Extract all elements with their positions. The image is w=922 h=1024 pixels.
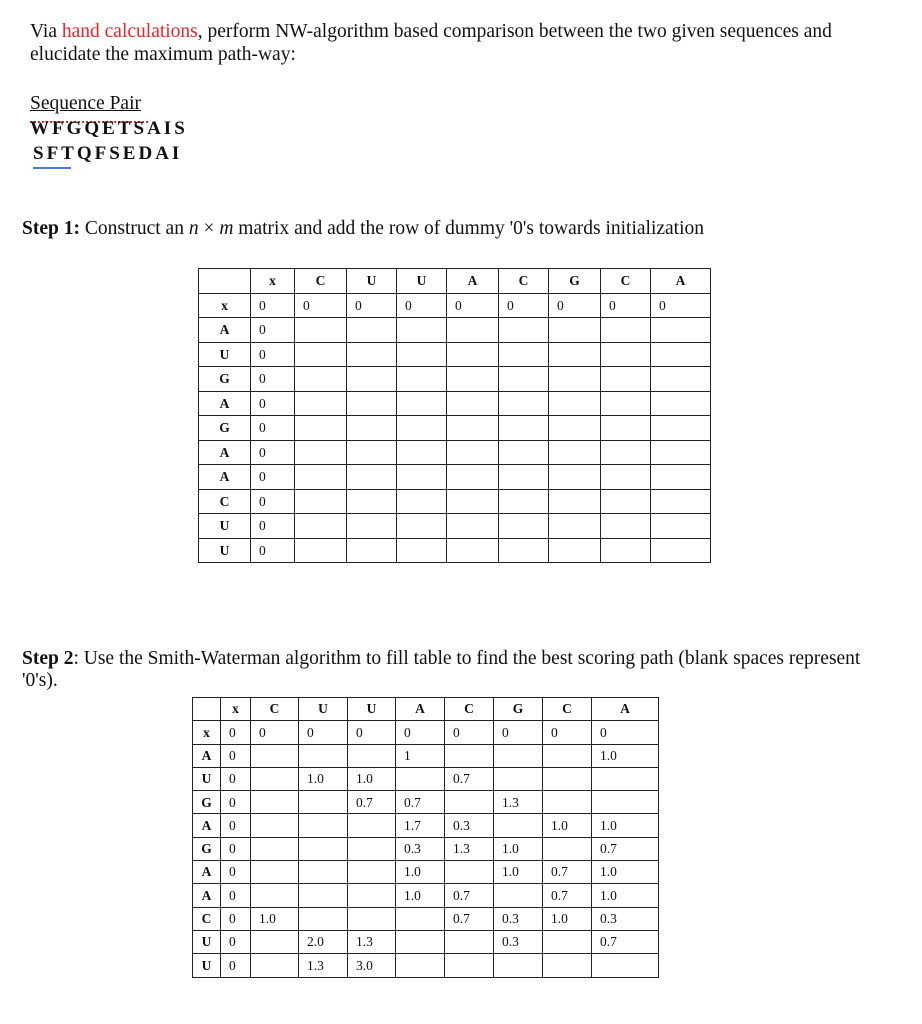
matrix-cell: 0 bbox=[221, 907, 251, 930]
matrix-cell: 0 bbox=[251, 538, 295, 563]
row-header: G bbox=[199, 367, 251, 392]
row-header: C bbox=[193, 907, 221, 930]
matrix-cell bbox=[295, 538, 347, 563]
grammar-underline bbox=[33, 167, 71, 169]
matrix-cell bbox=[651, 538, 711, 563]
matrix-cell bbox=[397, 489, 447, 514]
matrix-cell: 1.0 bbox=[543, 907, 592, 930]
matrix-cell bbox=[494, 767, 543, 790]
matrix-row bbox=[193, 791, 659, 814]
column-header: U bbox=[299, 698, 348, 721]
step1-var-n: n bbox=[188, 218, 199, 239]
intro-prefix: Via bbox=[30, 21, 62, 42]
matrix-cell: 0 bbox=[221, 721, 251, 744]
matrix-cell: 0.3 bbox=[592, 907, 659, 930]
matrix-cell bbox=[499, 538, 549, 563]
matrix-cell bbox=[601, 318, 651, 343]
matrix-cell bbox=[445, 954, 494, 977]
matrix-cell bbox=[295, 391, 347, 416]
matrix-cell: 0 bbox=[251, 465, 295, 490]
matrix-cell bbox=[549, 465, 601, 490]
matrix-cell bbox=[295, 367, 347, 392]
matrix-cell: 0 bbox=[543, 721, 592, 744]
matrix-cell bbox=[543, 954, 592, 977]
matrix-cell: 0 bbox=[396, 721, 445, 744]
matrix-row bbox=[199, 367, 711, 392]
matrix-cell bbox=[494, 744, 543, 767]
matrix-cell bbox=[651, 367, 711, 392]
row-header: A bbox=[193, 814, 221, 837]
matrix-row bbox=[199, 538, 711, 563]
step2-instruction bbox=[22, 648, 882, 692]
matrix-cell: 0 bbox=[499, 293, 549, 318]
matrix-cell bbox=[651, 440, 711, 465]
matrix-cell: 0 bbox=[221, 791, 251, 814]
row-header: A bbox=[193, 744, 221, 767]
step2-text: : Use the Smith-Waterman algorithm to fill table to find the best scoring path (blank spaces represent '0's). bbox=[22, 648, 861, 691]
matrix-cell bbox=[601, 342, 651, 367]
matrix-cell: 0.3 bbox=[494, 930, 543, 953]
matrix-cell: 3.0 bbox=[348, 954, 396, 977]
column-header: C bbox=[251, 698, 299, 721]
initialization-matrix bbox=[198, 268, 711, 563]
matrix-cell: 1.7 bbox=[396, 814, 445, 837]
matrix-cell bbox=[445, 744, 494, 767]
matrix-cell: 1.0 bbox=[396, 861, 445, 884]
matrix-cell bbox=[295, 440, 347, 465]
step1-text-pre: Construct an bbox=[79, 218, 189, 239]
matrix-cell bbox=[396, 954, 445, 977]
matrix-cell bbox=[601, 465, 651, 490]
matrix-cell bbox=[494, 814, 543, 837]
matrix-cell bbox=[295, 342, 347, 367]
matrix-cell bbox=[601, 416, 651, 441]
matrix-cell bbox=[447, 514, 499, 539]
matrix-row bbox=[199, 489, 711, 514]
matrix-cell bbox=[549, 391, 601, 416]
matrix-cell: 0 bbox=[445, 721, 494, 744]
step1-instruction bbox=[22, 218, 704, 240]
matrix-cell bbox=[299, 907, 348, 930]
matrix-cell: 1.0 bbox=[592, 814, 659, 837]
matrix-row bbox=[199, 293, 711, 318]
step1-var-m: m bbox=[219, 218, 234, 239]
matrix-cell bbox=[396, 767, 445, 790]
matrix-cell bbox=[543, 930, 592, 953]
matrix-cell bbox=[651, 342, 711, 367]
scoring-matrix bbox=[192, 697, 659, 978]
matrix-cell: 0.7 bbox=[592, 930, 659, 953]
matrix-cell: 0 bbox=[251, 416, 295, 441]
matrix-cell bbox=[601, 514, 651, 539]
matrix-cell: 0 bbox=[221, 814, 251, 837]
matrix-cell bbox=[447, 367, 499, 392]
matrix-cell bbox=[601, 391, 651, 416]
matrix-cell bbox=[251, 954, 299, 977]
matrix-cell bbox=[447, 440, 499, 465]
matrix-cell bbox=[347, 465, 397, 490]
matrix-row bbox=[199, 342, 711, 367]
row-header: U bbox=[193, 767, 221, 790]
matrix-cell: 1.0 bbox=[592, 861, 659, 884]
matrix-cell: 0 bbox=[592, 721, 659, 744]
matrix-cell: 0 bbox=[221, 884, 251, 907]
matrix-cell: 2.0 bbox=[299, 930, 348, 953]
matrix-row bbox=[193, 861, 659, 884]
matrix-cell: 0 bbox=[221, 930, 251, 953]
matrix-cell: 1.3 bbox=[494, 791, 543, 814]
matrix-cell bbox=[251, 884, 299, 907]
column-header bbox=[199, 269, 251, 294]
matrix-cell bbox=[299, 814, 348, 837]
matrix-row bbox=[199, 416, 711, 441]
matrix-cell bbox=[549, 440, 601, 465]
matrix-cell bbox=[494, 954, 543, 977]
matrix-cell: 1.0 bbox=[592, 744, 659, 767]
matrix-cell bbox=[396, 930, 445, 953]
matrix-cell bbox=[251, 837, 299, 860]
matrix-cell: 0 bbox=[251, 489, 295, 514]
column-header: x bbox=[221, 698, 251, 721]
matrix-cell bbox=[549, 538, 601, 563]
matrix-row bbox=[199, 391, 711, 416]
matrix-cell bbox=[348, 861, 396, 884]
matrix-row bbox=[199, 318, 711, 343]
matrix-cell bbox=[295, 514, 347, 539]
matrix-cell: 0 bbox=[221, 837, 251, 860]
row-header: G bbox=[193, 791, 221, 814]
matrix-row bbox=[193, 814, 659, 837]
matrix-cell bbox=[299, 791, 348, 814]
matrix-cell: 1.0 bbox=[251, 907, 299, 930]
matrix-cell: 1.0 bbox=[396, 884, 445, 907]
matrix-cell bbox=[499, 514, 549, 539]
matrix-cell bbox=[347, 538, 397, 563]
matrix-cell bbox=[549, 318, 601, 343]
matrix-cell bbox=[651, 391, 711, 416]
matrix-cell bbox=[348, 814, 396, 837]
matrix-cell: 0.3 bbox=[445, 814, 494, 837]
matrix-cell bbox=[397, 465, 447, 490]
matrix-cell bbox=[651, 465, 711, 490]
matrix-cell bbox=[543, 744, 592, 767]
matrix-cell bbox=[397, 318, 447, 343]
matrix-cell bbox=[397, 342, 447, 367]
matrix-cell bbox=[347, 514, 397, 539]
sequence-2: SFTQFSEDAI bbox=[33, 143, 183, 164]
row-header: G bbox=[193, 837, 221, 860]
matrix-cell bbox=[601, 440, 651, 465]
matrix-cell: 0 bbox=[251, 293, 295, 318]
matrix-cell: 0 bbox=[221, 767, 251, 790]
matrix-cell: 0 bbox=[651, 293, 711, 318]
matrix-cell bbox=[251, 744, 299, 767]
column-header: U bbox=[348, 698, 396, 721]
matrix-cell: 0 bbox=[251, 721, 299, 744]
step1-label: Step 1: bbox=[22, 218, 80, 239]
matrix-cell bbox=[295, 465, 347, 490]
column-header: C bbox=[543, 698, 592, 721]
matrix-cell: 0 bbox=[299, 721, 348, 744]
column-header: A bbox=[396, 698, 445, 721]
matrix-cell: 1.3 bbox=[445, 837, 494, 860]
matrix-cell bbox=[447, 489, 499, 514]
matrix-row bbox=[193, 907, 659, 930]
matrix-cell bbox=[592, 767, 659, 790]
matrix-cell: 0 bbox=[494, 721, 543, 744]
matrix-cell bbox=[251, 930, 299, 953]
matrix-cell bbox=[601, 538, 651, 563]
step1-times: × bbox=[198, 218, 220, 239]
matrix-cell: 0.7 bbox=[592, 837, 659, 860]
matrix-cell: 0 bbox=[251, 367, 295, 392]
column-header: C bbox=[601, 269, 651, 294]
matrix-cell: 0 bbox=[221, 954, 251, 977]
matrix-cell bbox=[348, 907, 396, 930]
matrix-cell bbox=[397, 416, 447, 441]
matrix-cell bbox=[251, 791, 299, 814]
matrix-cell: 1.0 bbox=[299, 767, 348, 790]
column-header: U bbox=[397, 269, 447, 294]
matrix-cell: 0 bbox=[251, 318, 295, 343]
column-header: C bbox=[499, 269, 549, 294]
matrix-cell bbox=[447, 465, 499, 490]
matrix-cell bbox=[543, 837, 592, 860]
column-header: A bbox=[651, 269, 711, 294]
matrix-cell: 0 bbox=[447, 293, 499, 318]
matrix-row bbox=[193, 884, 659, 907]
matrix-cell: 1.0 bbox=[543, 814, 592, 837]
matrix-cell bbox=[601, 367, 651, 392]
matrix-cell bbox=[499, 440, 549, 465]
matrix-cell: 1.3 bbox=[348, 930, 396, 953]
matrix-cell: 0.7 bbox=[445, 907, 494, 930]
matrix-cell: 0 bbox=[251, 342, 295, 367]
column-header bbox=[193, 698, 221, 721]
matrix-cell bbox=[397, 391, 447, 416]
matrix-cell bbox=[499, 465, 549, 490]
intro-highlight: hand calculations bbox=[61, 21, 198, 42]
matrix-cell bbox=[295, 318, 347, 343]
matrix-cell bbox=[251, 861, 299, 884]
matrix-cell bbox=[499, 416, 549, 441]
header-row bbox=[199, 269, 711, 294]
matrix-cell: 0 bbox=[221, 744, 251, 767]
matrix-cell: 0 bbox=[251, 514, 295, 539]
matrix-row bbox=[193, 767, 659, 790]
row-header: x bbox=[193, 721, 221, 744]
matrix-cell bbox=[445, 791, 494, 814]
column-header: A bbox=[592, 698, 659, 721]
matrix-cell: 0.7 bbox=[348, 791, 396, 814]
matrix-cell bbox=[651, 489, 711, 514]
column-header: G bbox=[494, 698, 543, 721]
matrix-cell: 0 bbox=[251, 391, 295, 416]
matrix-cell bbox=[348, 837, 396, 860]
matrix-cell: 1.0 bbox=[494, 861, 543, 884]
matrix-cell bbox=[651, 318, 711, 343]
matrix-cell bbox=[499, 367, 549, 392]
matrix-cell: 0 bbox=[221, 861, 251, 884]
column-header: C bbox=[295, 269, 347, 294]
row-header: A bbox=[199, 318, 251, 343]
matrix-cell bbox=[549, 342, 601, 367]
column-header: G bbox=[549, 269, 601, 294]
matrix-cell bbox=[347, 342, 397, 367]
matrix-cell bbox=[299, 744, 348, 767]
matrix-cell bbox=[499, 391, 549, 416]
intro-suffix: , perform NW-algorithm based comparison between the two given sequences and elucidate the maximum path-way: bbox=[30, 21, 832, 65]
matrix-cell: 0 bbox=[251, 440, 295, 465]
row-header: G bbox=[199, 416, 251, 441]
matrix-cell: 0 bbox=[397, 293, 447, 318]
matrix-cell: 0 bbox=[295, 293, 347, 318]
matrix-cell: 0 bbox=[549, 293, 601, 318]
matrix-cell bbox=[397, 367, 447, 392]
row-header: C bbox=[199, 489, 251, 514]
matrix-cell bbox=[447, 416, 499, 441]
row-header: U bbox=[199, 514, 251, 539]
matrix-row bbox=[193, 930, 659, 953]
matrix-cell: 1.0 bbox=[348, 767, 396, 790]
matrix-row bbox=[193, 721, 659, 744]
matrix-cell bbox=[447, 538, 499, 563]
row-header: A bbox=[193, 884, 221, 907]
header-row bbox=[193, 698, 659, 721]
matrix-cell bbox=[347, 391, 397, 416]
row-header: U bbox=[199, 342, 251, 367]
matrix-cell bbox=[396, 907, 445, 930]
matrix-cell bbox=[295, 416, 347, 441]
matrix-cell bbox=[549, 367, 601, 392]
step2-label: Step 2 bbox=[22, 648, 74, 669]
matrix-cell bbox=[347, 367, 397, 392]
matrix-cell bbox=[299, 884, 348, 907]
matrix-cell bbox=[499, 318, 549, 343]
row-header: U bbox=[193, 930, 221, 953]
matrix-cell: 1 bbox=[396, 744, 445, 767]
matrix-cell: 0.7 bbox=[396, 791, 445, 814]
sequence-pair-heading: Sequence Pair bbox=[30, 93, 142, 114]
matrix-cell bbox=[499, 489, 549, 514]
matrix-cell: 1.0 bbox=[592, 884, 659, 907]
matrix-cell bbox=[251, 814, 299, 837]
matrix-cell bbox=[347, 416, 397, 441]
row-header: A bbox=[199, 465, 251, 490]
matrix-cell bbox=[347, 440, 397, 465]
row-header: U bbox=[193, 954, 221, 977]
row-header: A bbox=[199, 440, 251, 465]
matrix-cell bbox=[592, 791, 659, 814]
row-header: A bbox=[199, 391, 251, 416]
matrix-cell bbox=[447, 318, 499, 343]
column-header: C bbox=[445, 698, 494, 721]
matrix-cell bbox=[447, 391, 499, 416]
matrix-cell: 0.7 bbox=[543, 884, 592, 907]
matrix-cell: 0.7 bbox=[445, 884, 494, 907]
matrix-cell bbox=[251, 767, 299, 790]
row-header: U bbox=[199, 538, 251, 563]
matrix-cell bbox=[543, 791, 592, 814]
matrix-cell bbox=[397, 440, 447, 465]
matrix-cell bbox=[543, 767, 592, 790]
matrix-cell: 0.3 bbox=[494, 907, 543, 930]
matrix-cell bbox=[348, 744, 396, 767]
column-header: U bbox=[347, 269, 397, 294]
matrix-cell: 1.3 bbox=[299, 954, 348, 977]
matrix-cell: 0 bbox=[347, 293, 397, 318]
matrix-row bbox=[193, 744, 659, 767]
matrix-cell bbox=[295, 489, 347, 514]
step1-text-post: matrix and add the row of dummy '0's towards initialization bbox=[233, 218, 705, 239]
matrix-cell bbox=[549, 416, 601, 441]
column-header: A bbox=[447, 269, 499, 294]
matrix-cell: 0 bbox=[348, 721, 396, 744]
intro-paragraph bbox=[30, 20, 890, 66]
matrix-row bbox=[199, 440, 711, 465]
matrix-row bbox=[199, 465, 711, 490]
matrix-cell bbox=[549, 489, 601, 514]
matrix-cell bbox=[651, 514, 711, 539]
matrix-cell: 0.3 bbox=[396, 837, 445, 860]
row-header: x bbox=[199, 293, 251, 318]
matrix-cell bbox=[347, 489, 397, 514]
matrix-cell bbox=[397, 514, 447, 539]
row-header: A bbox=[193, 861, 221, 884]
matrix-cell bbox=[601, 489, 651, 514]
matrix-cell: 0.7 bbox=[445, 767, 494, 790]
matrix-row bbox=[199, 514, 711, 539]
column-header: x bbox=[251, 269, 295, 294]
matrix-cell bbox=[445, 861, 494, 884]
matrix-cell bbox=[348, 884, 396, 907]
matrix-cell bbox=[299, 837, 348, 860]
matrix-cell: 0.7 bbox=[543, 861, 592, 884]
matrix-cell bbox=[499, 342, 549, 367]
matrix-cell bbox=[299, 861, 348, 884]
matrix-row bbox=[193, 837, 659, 860]
matrix-row bbox=[193, 954, 659, 977]
matrix-cell bbox=[347, 318, 397, 343]
matrix-cell: 0 bbox=[601, 293, 651, 318]
matrix-cell bbox=[549, 514, 601, 539]
matrix-cell bbox=[445, 930, 494, 953]
matrix-cell bbox=[592, 954, 659, 977]
sequence-1: WFGQETSAIS bbox=[30, 118, 188, 139]
matrix-cell bbox=[651, 416, 711, 441]
matrix-cell bbox=[397, 538, 447, 563]
matrix-cell bbox=[494, 884, 543, 907]
matrix-cell bbox=[447, 342, 499, 367]
matrix-cell: 1.0 bbox=[494, 837, 543, 860]
